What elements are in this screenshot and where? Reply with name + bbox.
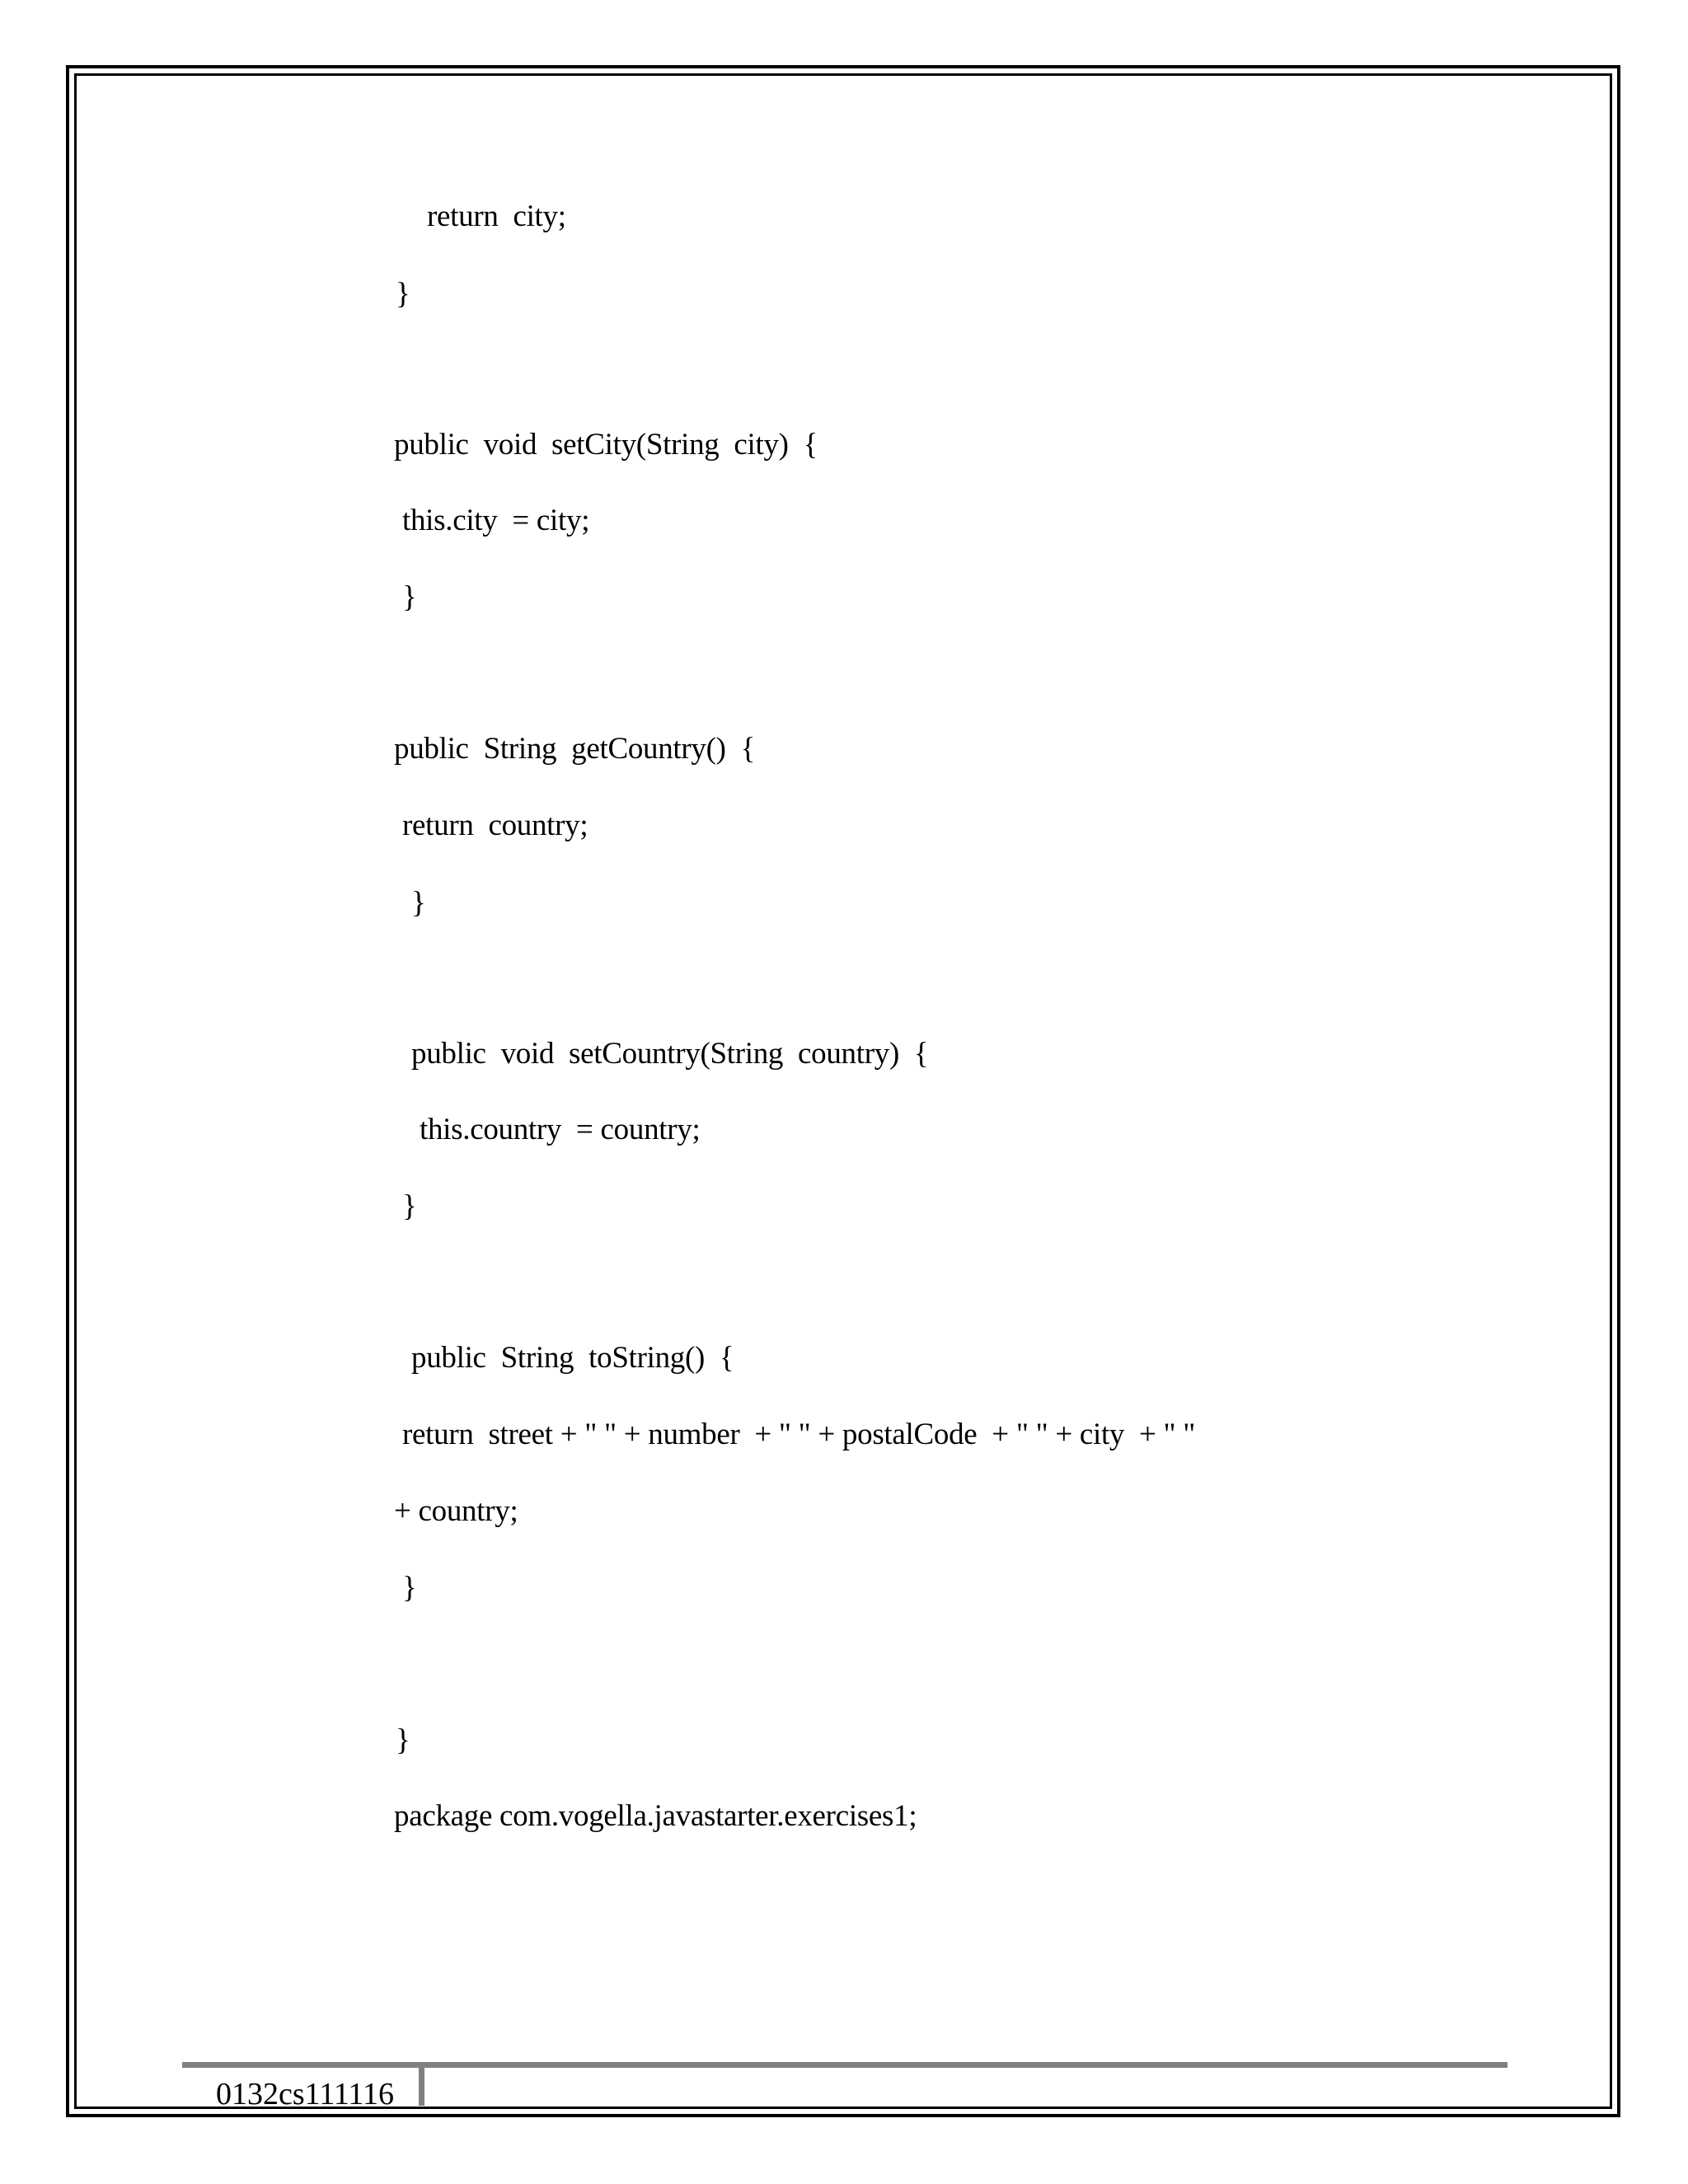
footer-rule	[182, 2062, 1507, 2068]
code-line: }	[402, 1189, 417, 1223]
code-line: public void setCountry(String country) {	[411, 1037, 929, 1071]
code-line: }	[396, 277, 410, 311]
code-line: public void setCity(String city) {	[394, 428, 818, 462]
footer-separator	[419, 2068, 424, 2106]
code-line: public String toString() {	[411, 1341, 734, 1375]
code-line: this.country = country;	[420, 1113, 701, 1146]
code-line: return street + " " + number + " " + postalCode + " " + city + " "	[402, 1418, 1196, 1451]
code-line: return city;	[427, 199, 566, 233]
code-line: }	[411, 886, 426, 920]
code-line: }	[402, 580, 417, 614]
code-line: }	[402, 1571, 417, 1605]
code-line: return country;	[402, 808, 588, 842]
code-line: this.city = city;	[402, 504, 590, 537]
footer-document-id: 0132cs111116	[216, 2077, 395, 2111]
code-line: public String getCountry() {	[394, 732, 756, 766]
code-line: package com.vogella.javastarter.exercises1;	[394, 1799, 917, 1833]
code-line: }	[396, 1723, 410, 1757]
code-line: + country;	[394, 1494, 518, 1528]
